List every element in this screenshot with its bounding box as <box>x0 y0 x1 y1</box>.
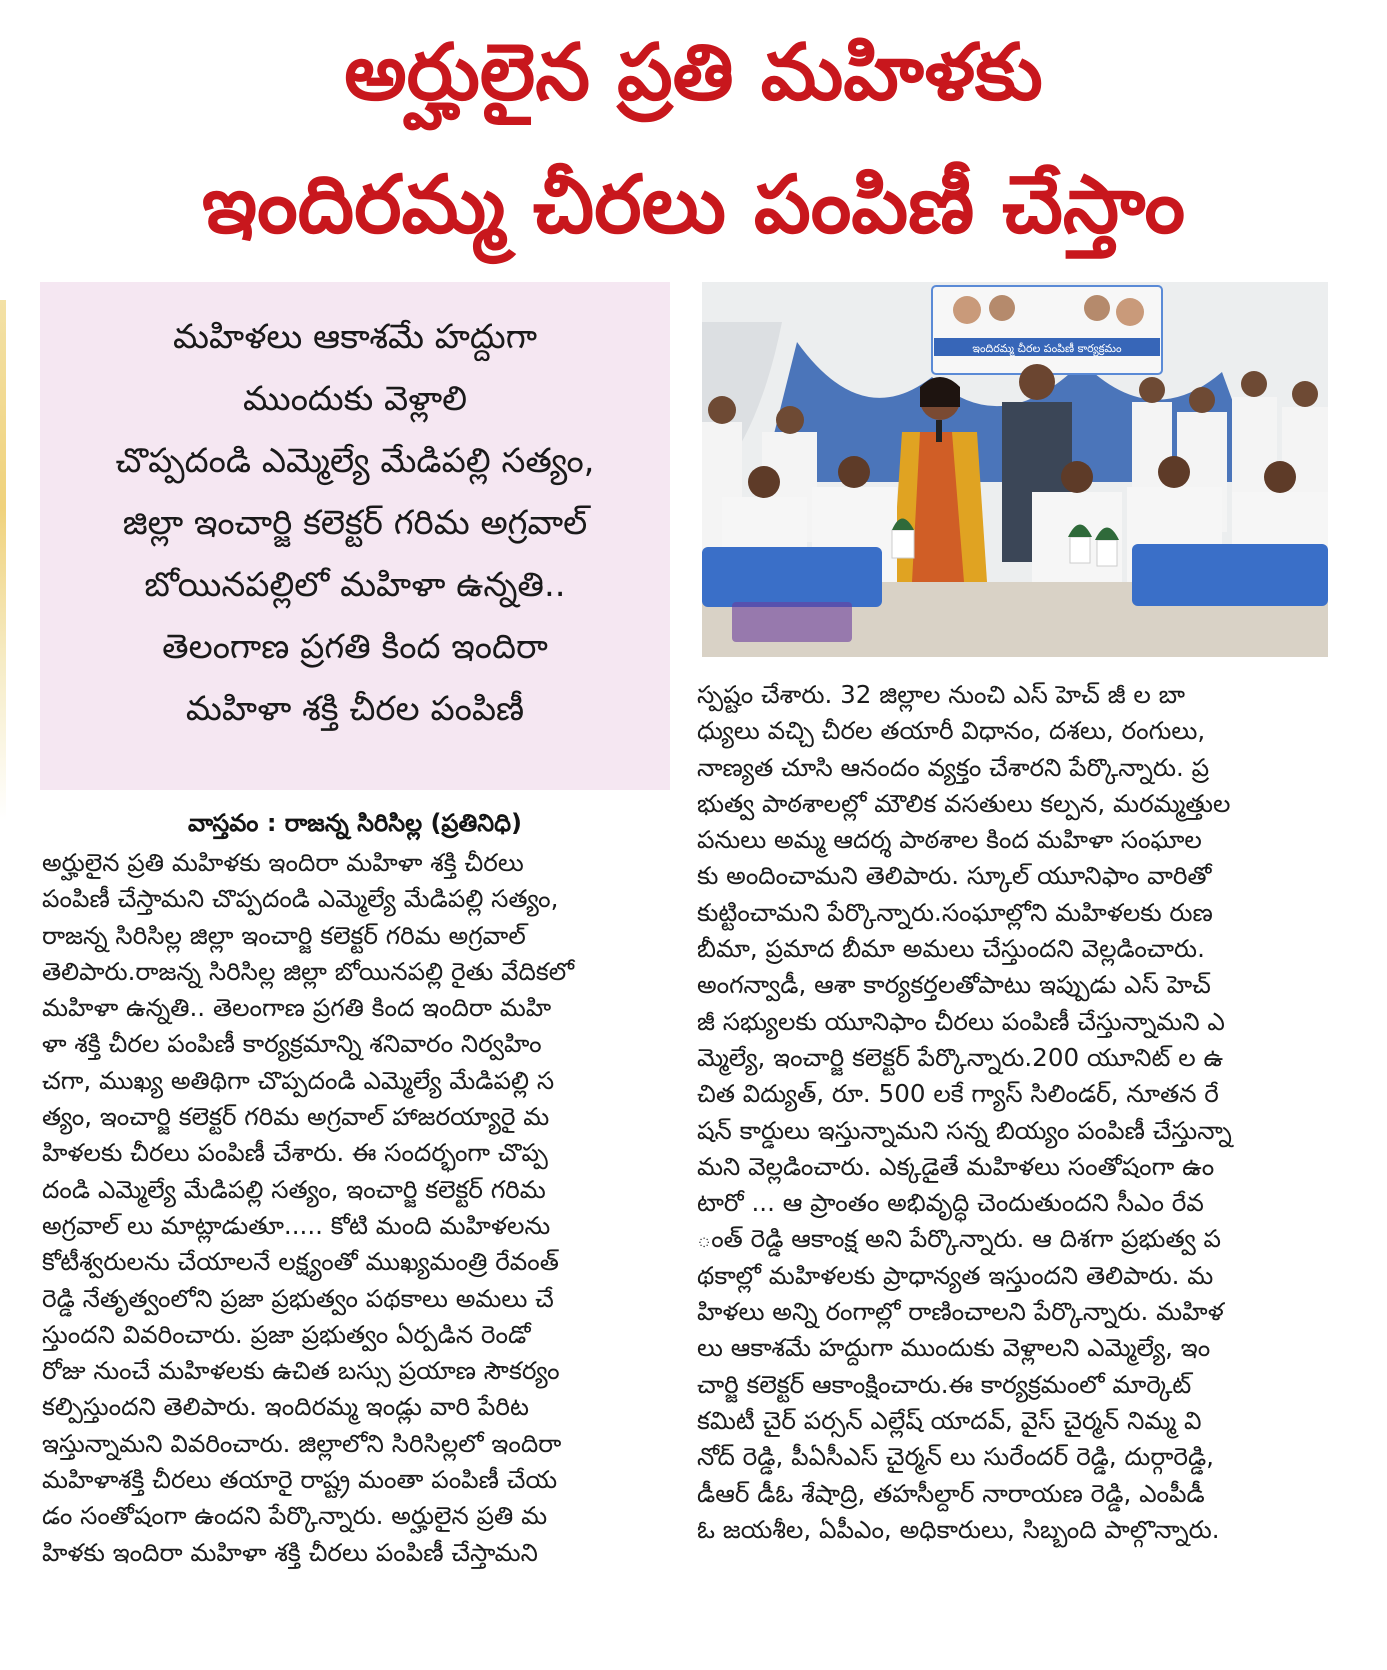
body-line: కుట్టించామని పేర్కొన్నారు.సంఘాల్లోని మహిళలకు రుణ <box>697 897 1213 927</box>
body-line: మ్మెల్యే, ఇంచార్జి కలెక్టర్ పేర్కొన్నారు.200 యూనిట్ ల ఉ <box>697 1042 1224 1072</box>
body-line: అగ్రవాల్ లు మాట్లాడుతూ..... కోటి మంది మహిళలను <box>42 1210 551 1240</box>
body-line: డం సంతోషంగా ఉందని పేర్కొన్నారు. అర్హులైన ప్రతి మ <box>42 1501 548 1531</box>
dateline: వాస్తవం : రాజన్న సిరిసిల్ల (ప్రతినిధి) <box>187 809 523 837</box>
body-line: స్తుందని వివరించారు. ప్రజా ప్రభుత్వం ఏర్పడిన రెండో <box>42 1319 531 1349</box>
deck-line: బోయినపల్లిలో మహిళా ఉన్నతి.. <box>144 565 566 605</box>
body-line: చగా, ముఖ్య అతిథిగా చొప్పదండి ఎమ్మెల్యే మేడిపల్లి స <box>42 1065 555 1095</box>
body-line: మహిళా ఉన్నతి.. తెలంగాణ ప్రగతి కింద ఇందిరా మహి <box>42 993 552 1023</box>
body-line: జీ సభ్యులకు యూనిఫాం చీరలు పంపిణీ చేస్తున్నామని ఎ <box>697 1006 1225 1036</box>
body-line: అంగన్వాడీ, ఆశా కార్యకర్తలతోపాటు ఇప్పుడు ఎస్ హెచ్ <box>697 970 1211 1000</box>
body-line: పంపిణీ చేస్తామని చొప్పదండి ఎమ్మెల్యే మేడిపల్లి సత్యం, <box>42 884 559 914</box>
article-column-right <box>697 677 1333 1548</box>
body-line: అర్హులైన ప్రతి మహిళకు ఇందిరా మహిళా శక్తి చీరలు <box>42 848 524 877</box>
body-line: త్యం, ఇంచార్జి కలెక్టర్ గరిమ అగ్రవాల్ హాజరయ్యారై మ <box>42 1102 550 1132</box>
body-line: హిళలకు చీరలు పంపిణీ చేశారు. ఈ సందర్భంగా చొప్ప <box>42 1138 548 1168</box>
body-line: చార్జి కలెక్టర్ ఆకాంక్షించారు.ఈ కార్యక్రమంలో మార్కెట్ <box>697 1369 1192 1399</box>
body-line: నాణ్యత చూసి ఆనందం వ్యక్తం చేశారని పేర్కొన్నారు. ప్ర <box>697 752 1210 782</box>
body-line: షన్ కార్డులు ఇస్తున్నామని సన్న బియ్యం పంపిణీ చేస్తున్నా <box>697 1115 1232 1145</box>
body-line: డీఆర్ డీఓ శేషాద్రి, తహసీల్దార్ నారాయణ రెడ్డి, ఎంపీడీ <box>697 1478 1205 1508</box>
body-line: ళా శక్తి చీరల పంపిణీ కార్యక్రమాన్ని శనివారం నిర్వహిం <box>42 1029 542 1059</box>
body-line: ంత్ రెడ్డి ఆకాంక్ష అని పేర్కొన్నారు. ఆ దిశగా ప్రభుత్వ ప <box>697 1224 1222 1254</box>
body-line: భుత్వ పాఠశాలల్లో మౌలిక వసతులు కల్పన, మరమ్మత్తుల <box>697 788 1231 818</box>
body-line: ఓ జయశీల, ఏపీఎం, అధికారులు, సిబ్బంది పాల్గొన్నారు. <box>697 1514 1220 1544</box>
event-photo <box>702 282 1328 657</box>
body-line: పనులు అమ్మ ఆదర్శ పాఠశాల కింద మహిళా సంఘాల <box>697 825 1202 855</box>
body-line: ధ్యులు వచ్చి చీరల తయారీ విధానం, దశలు, రంగులు, <box>697 716 1206 746</box>
headline-line-1: అర్హులైన ప్రతి మహిళకు <box>344 28 1043 118</box>
body-line: రెడ్డి నేతృత్వంలోని ప్రజా ప్రభుత్వం పథకాలు అమలు చే <box>42 1283 554 1313</box>
deck-line: మహిళా శక్తి చీరల పంపిణీ <box>185 689 525 729</box>
body-line: రాజన్న సిరిసిల్ల జిల్లా ఇంచార్జి కలెక్టర్ గరిమ అగ్రవాల్ <box>42 920 526 950</box>
deck-line: జిల్లా ఇంచార్జి కలెక్టర్ గరిమ అగ్రవాల్ <box>122 503 588 543</box>
body-line: హిళలు అన్ని రంగాల్లో రాణించాలని పేర్కొన్నారు. మహిళ <box>697 1297 1224 1327</box>
headline-line-2: ఇందిరమ్మ చీరలు పంపిణీ చేస్తాం <box>201 158 1186 251</box>
body-line: నోద్ రెడ్డి, పీఏసీఎస్ చైర్మన్ లు సురేందర్ రెడ్డి, దుర్గారెడ్డి, <box>697 1442 1215 1472</box>
body-line: బీమా, ప్రమాద బీమా అమలు చేస్తుందని వెల్లడించారు. <box>697 934 1205 964</box>
body-line: మని వెల్లడించారు. ఎక్కడైతే మహిళలు సంతోషంగా ఉం <box>697 1151 1215 1181</box>
body-line: కోటీశ్వరులను చేయాలనే లక్ష్యంతో ముఖ్యమంత్రి రేవంత్ <box>42 1247 559 1277</box>
deck-line: తెలంగాణ ప్రగతి కింద ఇందిరా <box>162 627 548 667</box>
left-edge-strip <box>0 300 6 820</box>
deck-line: మహిళలు ఆకాశమే హద్దుగా <box>172 317 538 357</box>
deck-line: చొప్పదండి ఎమ్మెల్యే మేడిపల్లి సత్యం, <box>115 441 595 481</box>
body-line: మహిళాశక్తి చీరలు తయారై రాష్ట్ర మంతా పంపిణీ చేయ <box>42 1465 558 1495</box>
body-line: హిళకు ఇందిరా మహిళా శక్తి చీరలు పంపిణీ చేస్తామని <box>42 1537 538 1567</box>
body-line: తెలిపారు.రాజన్న సిరిసిల్ల జిల్లా బోయినపల్లి రైతు వేదికలో <box>42 956 575 986</box>
body-line: చిత విద్యుత్, రూ. 500 లకే గ్యాస్ సిలిండర్, నూతన రే <box>697 1079 1219 1109</box>
body-line: ఇస్తున్నామని వివరించారు. జిల్లాలోని సిరిసిల్లలో ఇందిరా <box>42 1428 562 1458</box>
event-photo-illustration <box>702 282 1328 657</box>
body-line: టారో ... ఆ ప్రాంతం అభివృద్ధి చెందుతుందని సీఎం రేవ <box>697 1188 1204 1218</box>
deck-box <box>40 282 670 790</box>
body-line: దండి ఎమ్మెల్యే మేడిపల్లి సత్యం, ఇంచార్జి కలెక్టర్ గరిమ <box>42 1174 546 1204</box>
body-line: స్పష్టం చేశారు. 32 జిల్లాల నుంచి ఎస్ హెచ్ జీ ల బా <box>697 680 1185 709</box>
body-line: లు ఆకాశమే హద్దుగా ముందుకు వెళ్లాలని ఎమ్మెల్యే, ఇం <box>697 1333 1211 1363</box>
body-line: కల్పిస్తుందని తెలిపారు. ఇందిరమ్మ ఇండ్లు వారి పేరిట <box>42 1392 529 1422</box>
body-line: థకాల్లో మహిళలకు ప్రాధాన్యత ఇస్తుందని తెలిపారు. మ <box>697 1260 1214 1290</box>
article-column-left <box>42 845 674 1571</box>
banner-text: ఇందిరమ్మ చీరల పంపిణీ కార్యక్రమం <box>972 342 1122 355</box>
body-line: కమిటీ చైర్ పర్సన్ ఎల్లేష్ యాదవ్, వైస్ చైర్మన్ నిమ్మ వి <box>697 1405 1202 1435</box>
body-line: కు అందించామని తెలిపారు. స్కూల్ యూనిఫాం వారితో <box>697 861 1212 891</box>
body-line: రోజు నుంచే మహిళలకు ఉచిత బస్సు ప్రయాణ సౌకర్యం <box>42 1356 560 1386</box>
deck-line: ముందుకు వెళ్లాలి <box>242 379 468 419</box>
